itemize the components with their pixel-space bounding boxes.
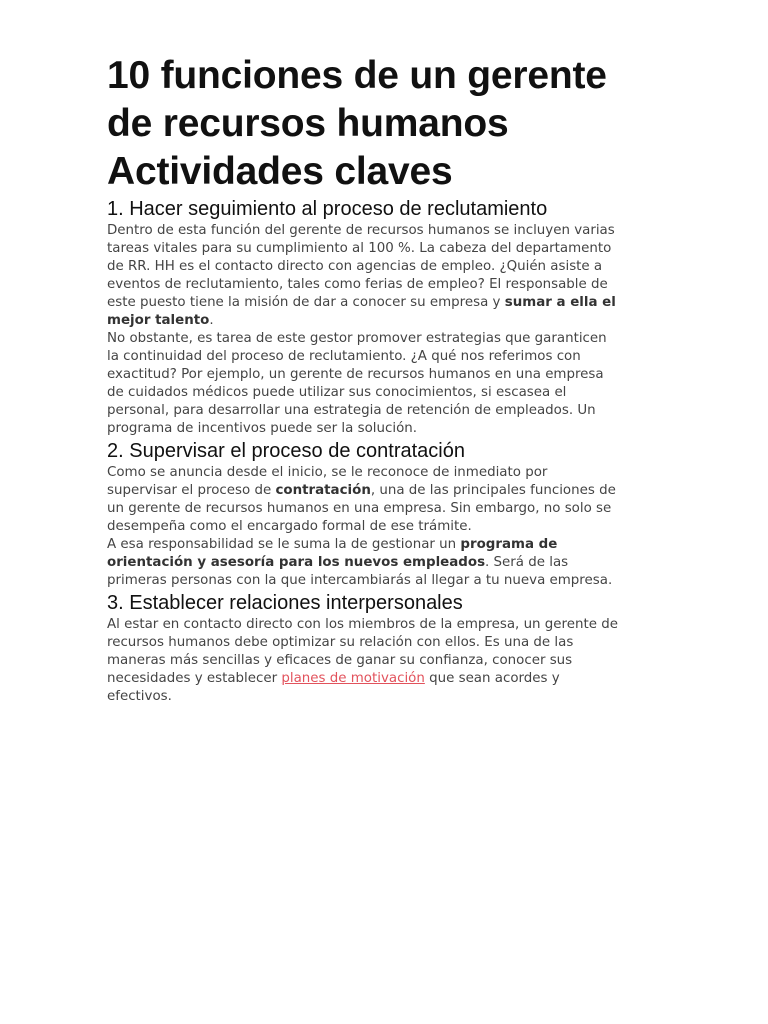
planes-motivacion-link[interactable]: planes de motivación [281, 671, 425, 686]
title-line-1: 10 funciones de un gerente [107, 54, 607, 97]
page-title [107, 52, 663, 196]
section-heading-reclutamiento: 1. Hacer seguimiento al proceso de reclutamiento [107, 198, 548, 220]
title-line-3: Actividades claves [107, 150, 453, 193]
paragraph-text: . [209, 313, 214, 328]
paragraph [107, 616, 663, 706]
bold-text: contratación [275, 483, 371, 498]
paragraph [107, 536, 663, 590]
section-heading-relaciones: 3. Establecer relaciones interpersonales [107, 592, 463, 614]
paragraph: No obstante, es tarea de este gestor promover estrategias que garanticen la continuidad del proceso de reclutamiento. ¿A qué nos referimos con exactitud? Por ejemplo, un gerente de recursos humanos en una empresa de cuidados médicos puede utilizar sus conocimientos, si escasea el personal, para desarrollar una estrategia de retención de empleados. Un programa de incentivos puede ser la solución. [107, 331, 607, 436]
paragraph [107, 222, 663, 330]
paragraph-text: Como se anuncia desde el inicio, se le reconoce de inmediato por supervisar el proceso de [107, 465, 548, 498]
title-line-2: de recursos humanos [107, 102, 509, 145]
paragraph-text: . Será de las primeras personas con la que intercambiarás al llegar a tu nueva empresa. [107, 555, 613, 588]
paragraph-text: A esa responsabilidad se le suma la de gestionar un [107, 537, 461, 552]
bold-text: sumar a ella el mejor talento [107, 295, 616, 328]
paragraph-text: Al estar en contacto directo con los miembros de la empresa, un gerente de recursos humanos debe optimizar su relación con ellos. Es una de las maneras más sencillas y eficaces de ganar su confianza, conocer sus necesidades y establecer [107, 617, 618, 686]
paragraph-text: Dentro de esta función del gerente de recursos humanos se incluyen varias tareas vitales para su cumplimiento al 100 %. La cabeza del departamento de RR. HH es el contacto directo con agencias de empleo. ¿Quién asiste a eventos de reclutamiento, tales como ferias de empleo? El responsable de este puesto tiene la misión de dar a conocer su empresa y [107, 223, 615, 310]
paragraph-text: , una de las principales funciones de un gerente de recursos humanos en una empresa. Sin embargo, no solo se desempeña como el encargado formal de ese trámite. [107, 483, 616, 534]
article [107, 52, 663, 706]
bold-text: programa de orientación y asesoría para los nuevos empleados [107, 537, 558, 570]
paragraph [107, 464, 663, 536]
section-heading-contratacion: 2. Supervisar el proceso de contratación [107, 440, 465, 462]
paragraph-text: que sean acordes y efectivos. [107, 671, 560, 704]
